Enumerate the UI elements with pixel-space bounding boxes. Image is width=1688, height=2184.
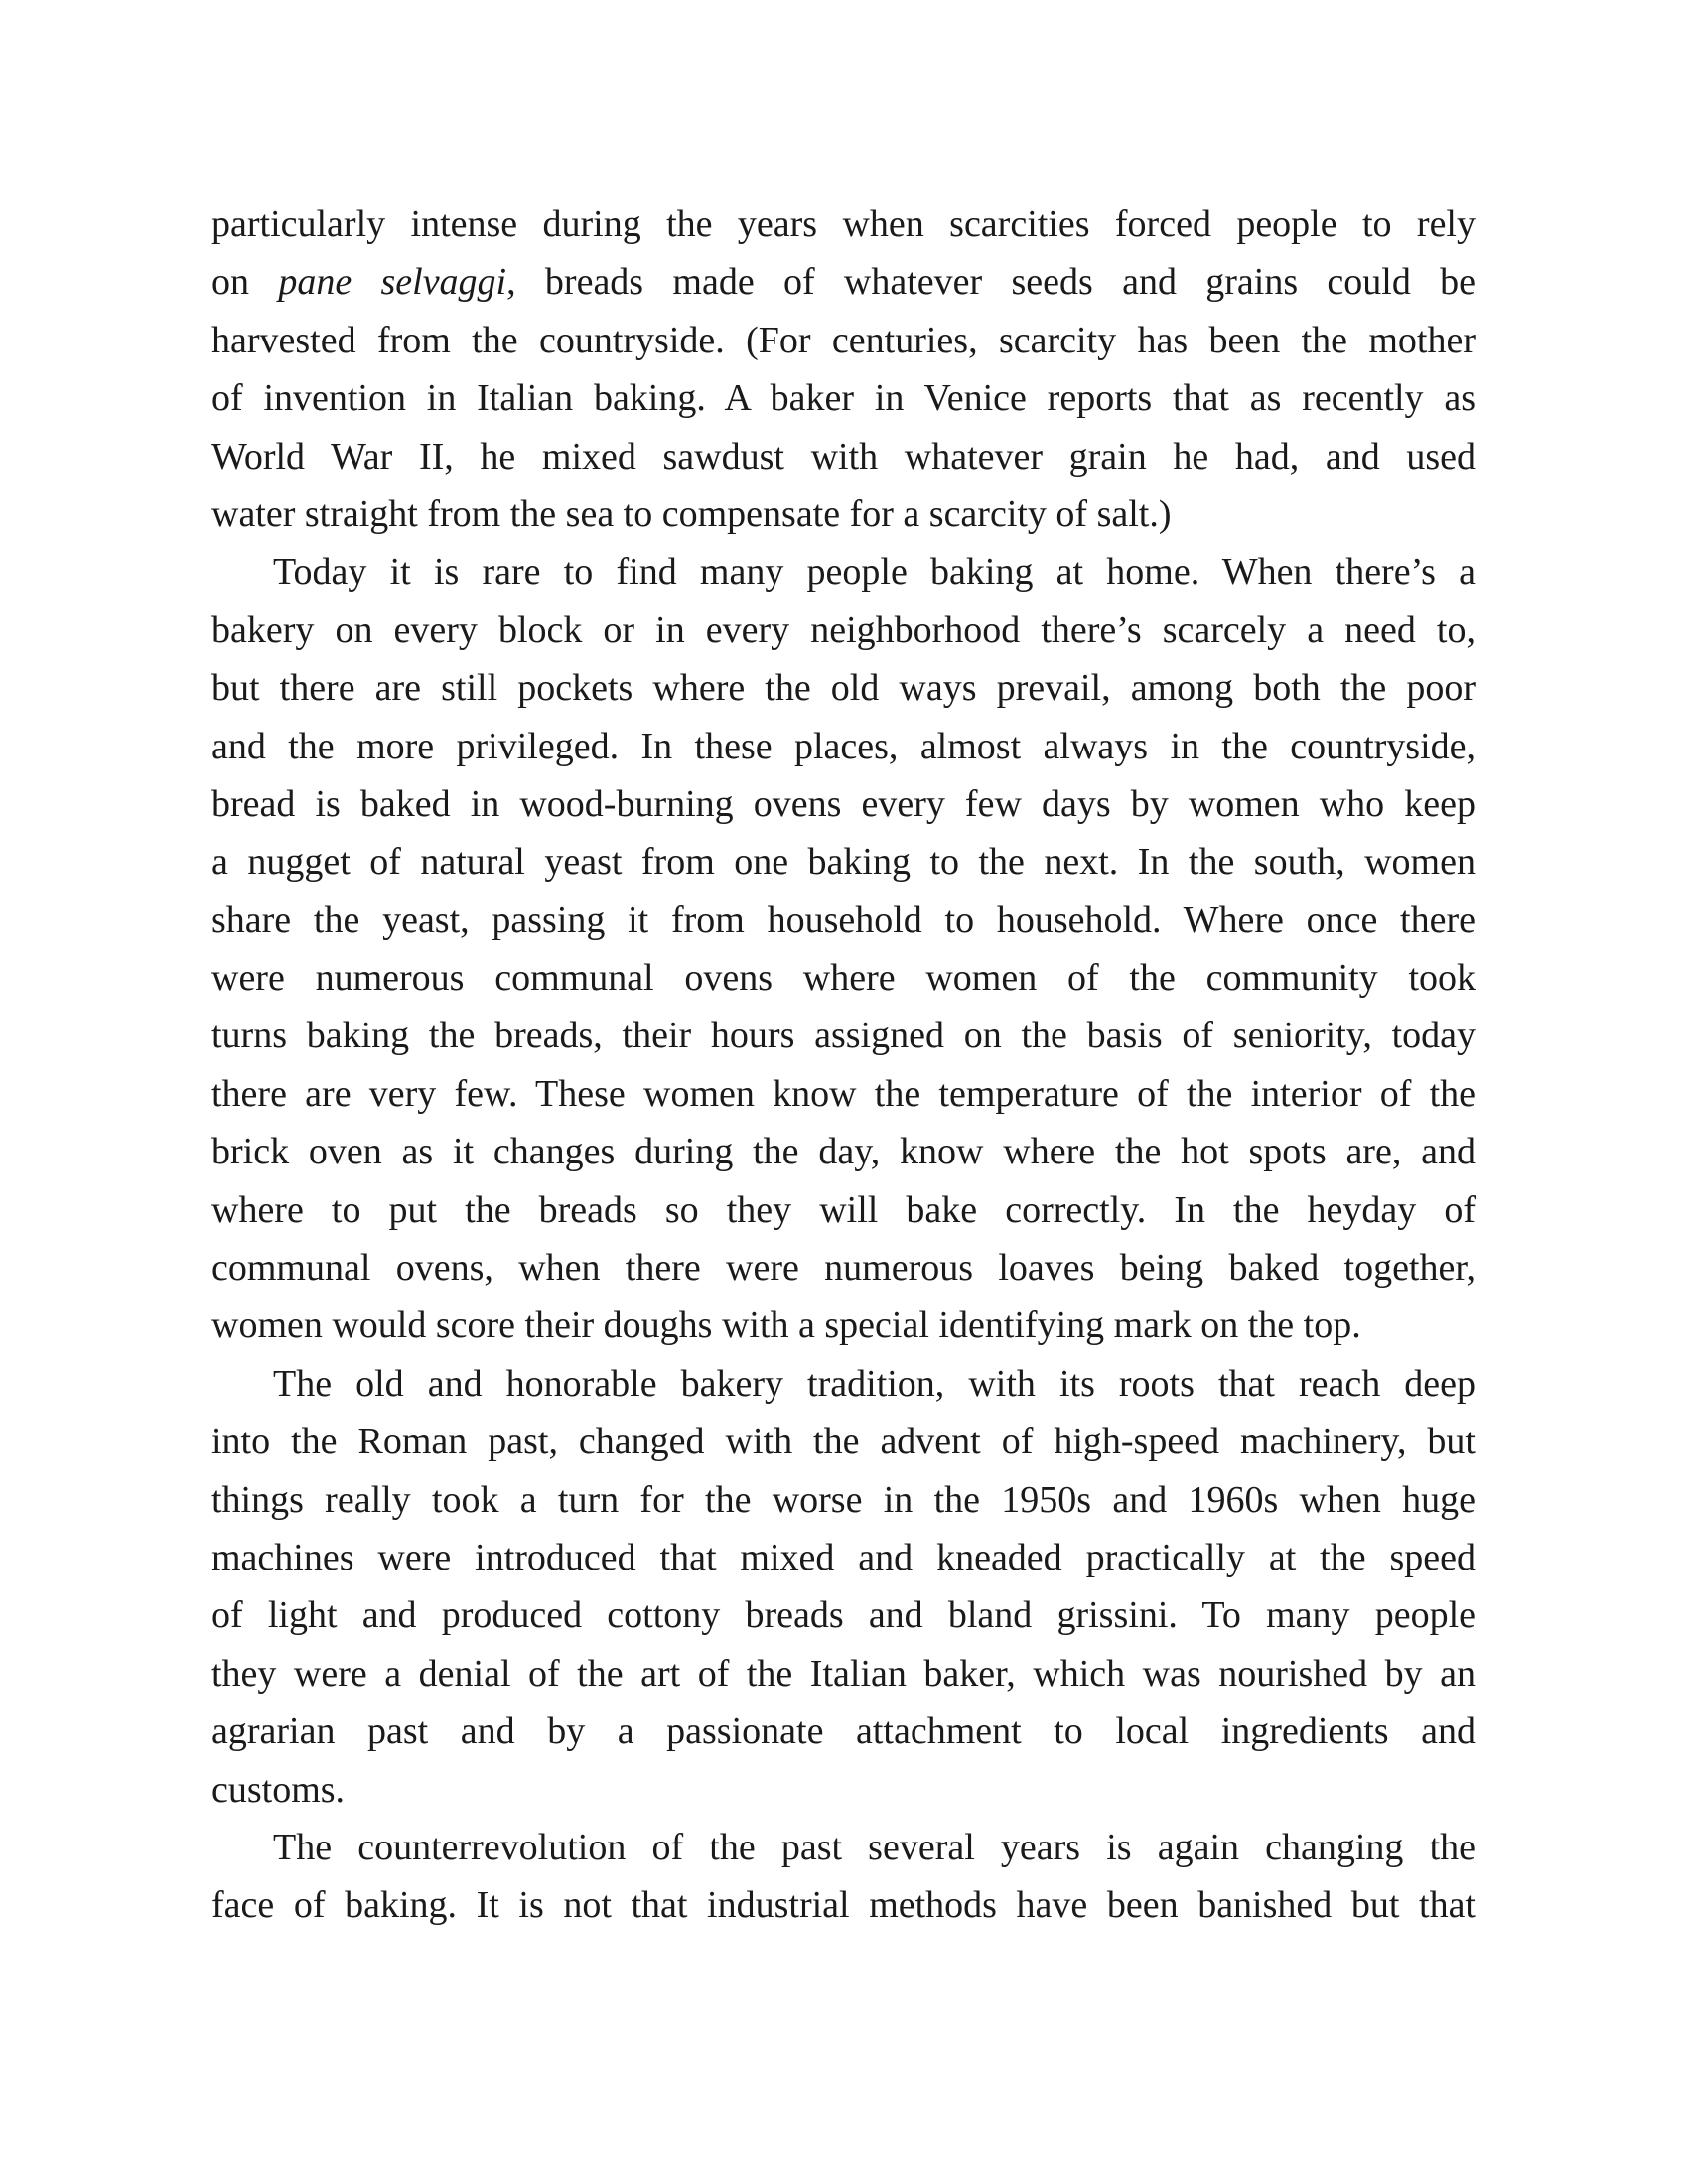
paragraph-3-line-5: of light and produced cottony breads and bland grissini. To many people <box>211 1594 1476 1637</box>
paragraph-3-line-6: they were a denial of the art of the Italian baker, which was nourished by an <box>211 1652 1476 1695</box>
paragraph-2-line-10: there are very few. These women know the temperature of the interior of the <box>211 1072 1476 1115</box>
paragraph-2-line-6: a nugget of natural yeast from one baking to the next. In the south, women <box>211 841 1476 884</box>
paragraph-2-line-11: brick oven as it changes during the day, know where the hot spots are, and <box>211 1131 1476 1173</box>
paragraph-1-line-6: water straight from the sea to compensate for a scarcity of salt.) <box>211 492 1172 535</box>
line-text: , breads made of whatever seeds and grains could be <box>506 261 1477 304</box>
paragraph-2-line-8: were numerous communal ovens where women of the community took <box>211 957 1476 1000</box>
paragraph-3-line-8: customs. <box>211 1768 346 1811</box>
paragraph-2-line-3: but there are still pockets where the old ways prevail, among both the poor <box>211 667 1476 710</box>
paragraph-1-line-4: of invention in Italian baking. A baker in Venice reports that as recently as <box>211 377 1476 420</box>
paragraph-3-line-2: into the Roman past, changed with the advent of high-speed machinery, but <box>211 1421 1476 1463</box>
paragraph-2-line-13: communal ovens, when there were numerous loaves being baked together, <box>211 1247 1476 1290</box>
paragraph-3-line-3: things really took a turn for the worse in the 1950s and 1960s when huge <box>211 1478 1476 1521</box>
paragraph-4-line-2: face of baking. It is not that industrial methods have been banished but that <box>211 1884 1476 1927</box>
paragraph-3-line-1: The old and honorable bakery tradition, with its roots that reach deep <box>273 1362 1476 1405</box>
paragraph-1-line-5: World War II, he mixed sawdust with whatever grain he had, and used <box>211 435 1476 478</box>
paragraph-3-line-7: agrarian past and by a passionate attachment to local ingredients and <box>211 1710 1476 1753</box>
paragraph-2-line-2: bakery on every block or in every neighborhood there’s scarcely a need to, <box>211 609 1476 651</box>
paragraph-4-line-1: The counterrevolution of the past several years is again changing the <box>273 1826 1476 1868</box>
paragraph-2-line-9: turns baking the breads, their hours assigned on the basis of seniority, today <box>211 1015 1476 1057</box>
paragraph-2-line-5: bread is baked in wood-burning ovens every few days by women who keep <box>211 782 1476 825</box>
paragraph-2-line-7: share the yeast, passing it from household to household. Where once there <box>211 898 1476 941</box>
paragraph-3-line-4: machines were introduced that mixed and kneaded practically at the speed <box>211 1536 1476 1578</box>
paragraph-2-line-14: women would score their doughs with a special identifying mark on the top. <box>211 1304 1361 1347</box>
paragraph-1-line-1: particularly intense during the years when scarcities forced people to rely <box>211 204 1476 245</box>
line-text: on <box>211 261 279 304</box>
paragraph-2-line-12: where to put the breads so they will bake correctly. In the heyday of <box>211 1188 1476 1231</box>
italic-term: pane selvaggi <box>278 261 507 304</box>
body-text <box>211 196 1476 1935</box>
paragraph-1-line-2 <box>211 253 1476 311</box>
paragraph-2-line-4: and the more privileged. In these places, almost always in the countryside, <box>211 725 1476 767</box>
paragraph-1-line-3: harvested from the countryside. (For centuries, scarcity has been the mother <box>211 319 1476 361</box>
paragraph-2-line-1: Today it is rare to find many people baking at home. When there’s a <box>273 551 1476 594</box>
